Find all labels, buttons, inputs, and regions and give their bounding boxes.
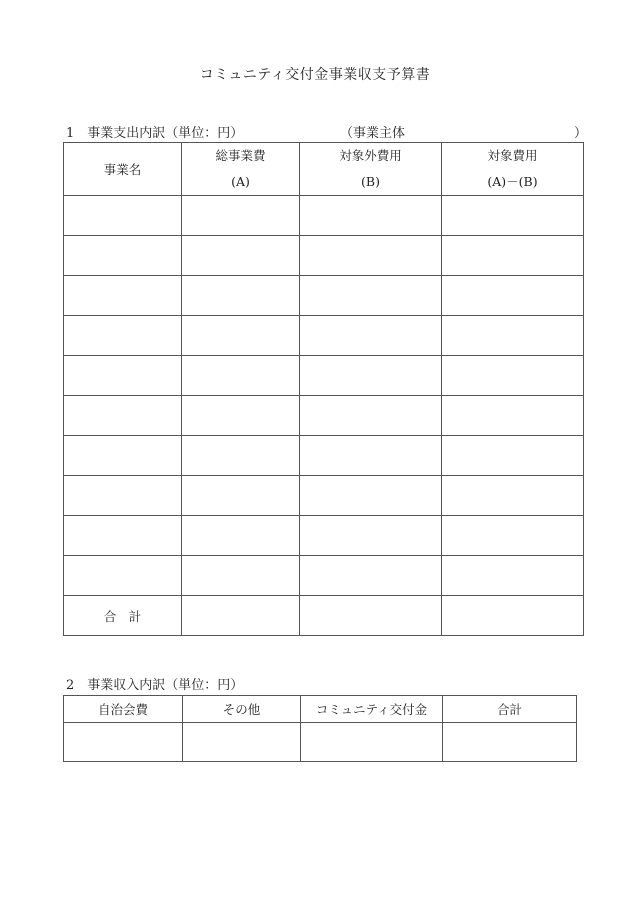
header-excluded-cost-label: 対象外費用 bbox=[339, 148, 402, 163]
income-cell-total[interactable] bbox=[443, 723, 577, 762]
header-income-total: 合計 bbox=[443, 696, 577, 723]
total-label: 合 計 bbox=[64, 596, 182, 636]
total-cell-total[interactable] bbox=[182, 596, 300, 636]
expense-cell-total-cost[interactable] bbox=[182, 396, 300, 436]
expense-cell-project-name[interactable] bbox=[64, 316, 182, 356]
expense-cell-target-cost[interactable] bbox=[442, 396, 584, 436]
expense-cell-target-cost[interactable] bbox=[442, 316, 584, 356]
header-target-cost-label: 対象費用 bbox=[487, 148, 538, 163]
section2-heading: 2 事業収入内訳（単位：円） bbox=[66, 678, 244, 693]
expense-cell-excluded-cost[interactable] bbox=[300, 396, 442, 436]
section1-heading: 1 事業支出内訳（単位：円） bbox=[66, 126, 244, 141]
expense-cell-total-cost[interactable] bbox=[182, 556, 300, 596]
expense-row bbox=[64, 436, 584, 476]
expense-cell-excluded-cost[interactable] bbox=[300, 276, 442, 316]
expense-cell-project-name[interactable] bbox=[64, 356, 182, 396]
expense-cell-excluded-cost[interactable] bbox=[300, 516, 442, 556]
expense-cell-project-name[interactable] bbox=[64, 276, 182, 316]
header-target-cost-sub: (A)－(B) bbox=[487, 174, 538, 189]
expense-row bbox=[64, 236, 584, 276]
income-row bbox=[64, 723, 577, 762]
expense-total-row bbox=[64, 596, 584, 636]
expense-row bbox=[64, 356, 584, 396]
income-table bbox=[63, 695, 577, 762]
income-header-row bbox=[64, 696, 577, 723]
expense-cell-total-cost[interactable] bbox=[182, 516, 300, 556]
expense-cell-project-name[interactable] bbox=[64, 556, 182, 596]
income-cell-other[interactable] bbox=[183, 723, 301, 762]
expense-cell-target-cost[interactable] bbox=[442, 276, 584, 316]
expense-cell-project-name[interactable] bbox=[64, 436, 182, 476]
expense-row bbox=[64, 476, 584, 516]
income-cell-community-grant[interactable] bbox=[301, 723, 443, 762]
total-cell-target[interactable] bbox=[442, 596, 584, 636]
expense-cell-target-cost[interactable] bbox=[442, 356, 584, 396]
entity-close: ） bbox=[574, 126, 588, 141]
expense-row bbox=[64, 516, 584, 556]
header-other: その他 bbox=[183, 696, 301, 723]
expense-row bbox=[64, 556, 584, 596]
expense-cell-excluded-cost[interactable] bbox=[300, 196, 442, 236]
expense-cell-total-cost[interactable] bbox=[182, 196, 300, 236]
expense-cell-target-cost[interactable] bbox=[442, 436, 584, 476]
expense-table bbox=[63, 142, 584, 636]
expense-row bbox=[64, 316, 584, 356]
expense-cell-project-name[interactable] bbox=[64, 196, 182, 236]
expense-cell-project-name[interactable] bbox=[64, 396, 182, 436]
expense-cell-total-cost[interactable] bbox=[182, 476, 300, 516]
total-cell-excluded[interactable] bbox=[300, 596, 442, 636]
expense-cell-total-cost[interactable] bbox=[182, 436, 300, 476]
header-total-cost-label: 総事業費 bbox=[215, 148, 266, 163]
expense-cell-excluded-cost[interactable] bbox=[300, 476, 442, 516]
income-cell-association-fee[interactable] bbox=[64, 723, 183, 762]
expense-cell-excluded-cost[interactable] bbox=[300, 316, 442, 356]
header-community-grant: コミュニティ交付金 bbox=[301, 696, 443, 723]
expense-header-row bbox=[64, 143, 584, 196]
expense-cell-total-cost[interactable] bbox=[182, 356, 300, 396]
expense-cell-excluded-cost[interactable] bbox=[300, 356, 442, 396]
header-project-name: 事業名 bbox=[64, 143, 182, 196]
expense-row bbox=[64, 396, 584, 436]
header-excluded-cost-sub: (B) bbox=[361, 174, 380, 189]
expense-cell-target-cost[interactable] bbox=[442, 236, 584, 276]
expense-cell-project-name[interactable] bbox=[64, 516, 182, 556]
page-title: コミュニティ交付金事業収支予算書 bbox=[199, 67, 431, 83]
header-target-cost bbox=[442, 143, 584, 196]
expense-row bbox=[64, 276, 584, 316]
header-total-cost bbox=[182, 143, 300, 196]
expense-body bbox=[64, 196, 584, 596]
expense-cell-excluded-cost[interactable] bbox=[300, 556, 442, 596]
expense-cell-total-cost[interactable] bbox=[182, 236, 300, 276]
expense-cell-project-name[interactable] bbox=[64, 476, 182, 516]
expense-cell-project-name[interactable] bbox=[64, 236, 182, 276]
expense-row bbox=[64, 196, 584, 236]
header-excluded-cost bbox=[300, 143, 442, 196]
header-total-cost-sub: (A) bbox=[231, 174, 250, 189]
header-association-fee: 自治会費 bbox=[64, 696, 183, 723]
expense-cell-total-cost[interactable] bbox=[182, 316, 300, 356]
expense-cell-target-cost[interactable] bbox=[442, 476, 584, 516]
expense-cell-target-cost[interactable] bbox=[442, 516, 584, 556]
expense-cell-target-cost[interactable] bbox=[442, 556, 584, 596]
expense-cell-excluded-cost[interactable] bbox=[300, 436, 442, 476]
expense-cell-excluded-cost[interactable] bbox=[300, 236, 442, 276]
expense-cell-total-cost[interactable] bbox=[182, 276, 300, 316]
expense-cell-target-cost[interactable] bbox=[442, 196, 584, 236]
entity-label: （事業主体 bbox=[340, 126, 406, 141]
